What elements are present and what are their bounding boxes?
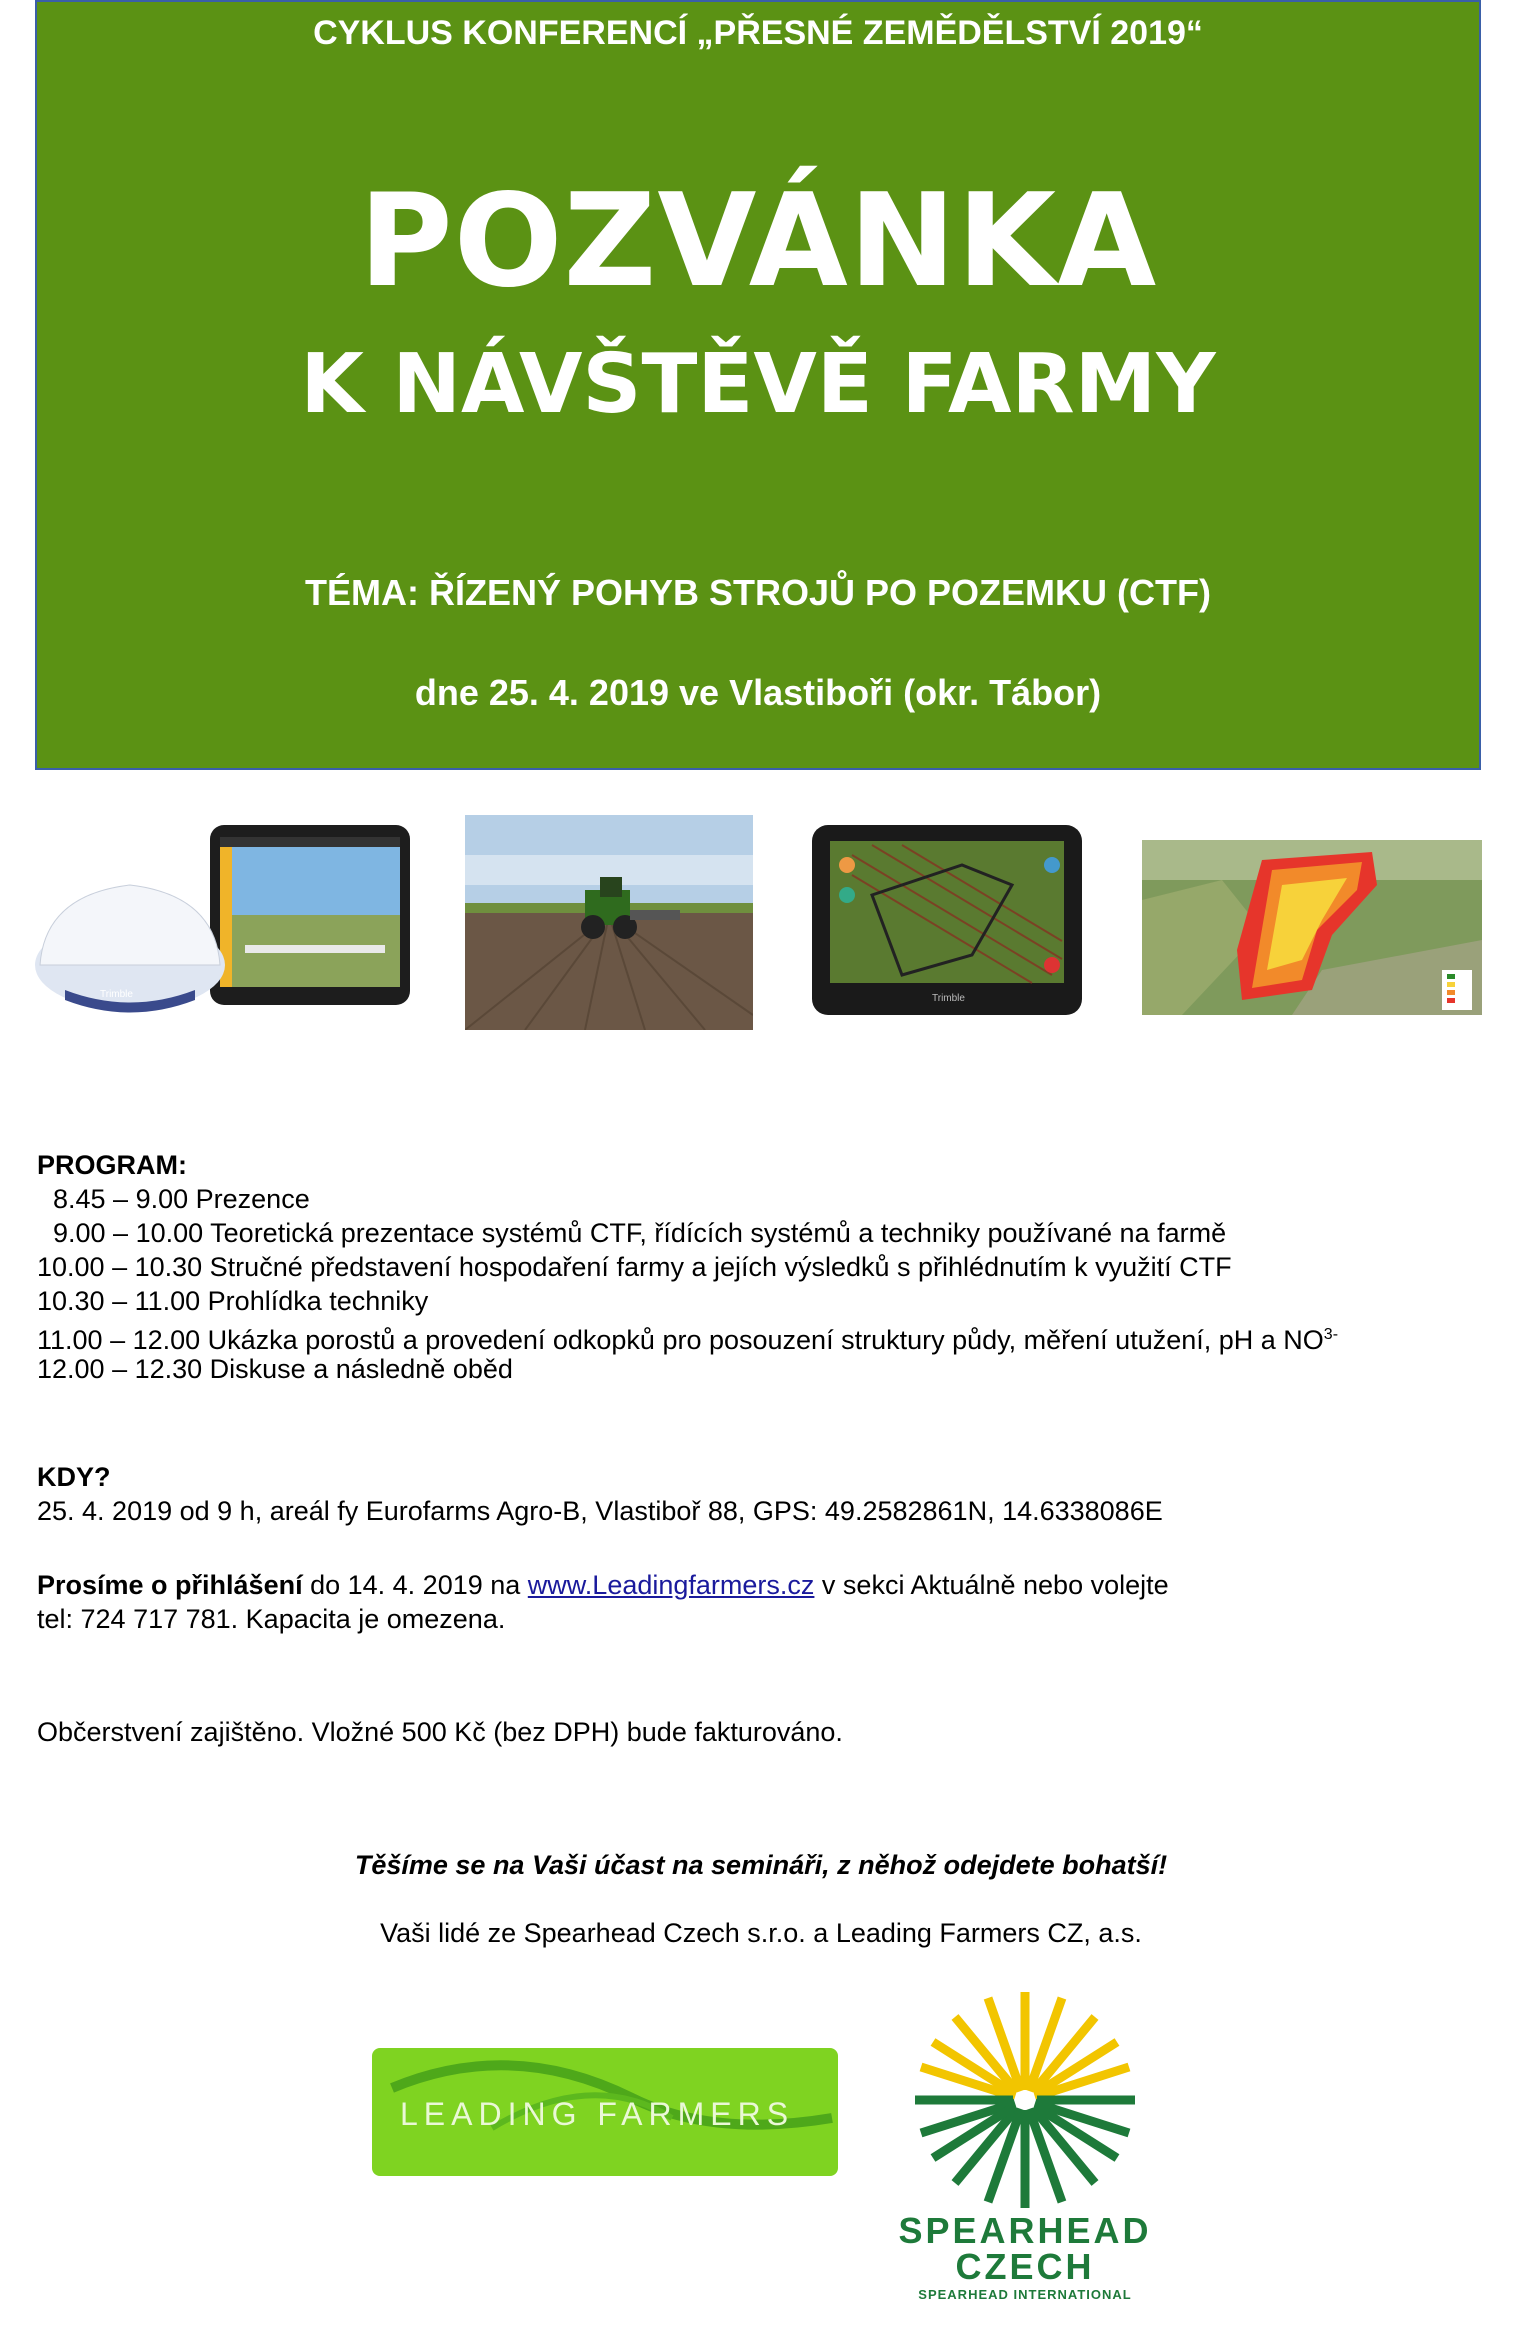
registration-line — [37, 1568, 1169, 1602]
when-heading: KDY? — [37, 1462, 111, 1492]
refreshment-note: Občerstvení zajištěno. Vložné 500 Kč (bez DPH) bude fakturováno. — [37, 1717, 843, 1747]
program-text: Ukázka porostů a provedení odkopků pro posouzení struktury půdy, měření utužení, pH a NO — [207, 1325, 1324, 1355]
spearhead-international-text: SPEARHEAD INTERNATIONAL — [918, 2287, 1132, 2302]
program-time: 10.00 – 10.30 — [37, 1252, 203, 1282]
program-text: Teoretická prezentace systémů CTF, řídících systémů a techniky používané na farmě — [210, 1218, 1227, 1248]
program-text: Stručné představení hospodaření farmy a jejích výsledků s přihlédnutím k využití CTF — [209, 1252, 1232, 1282]
leading-farmers-text: LEADING FARMERS — [400, 2096, 795, 2132]
tractor-field-photo — [465, 815, 753, 1030]
program-text: Diskuse a následně oběd — [209, 1354, 513, 1384]
subtitle: K NÁVŠTĚVĚ FARMY — [300, 337, 1216, 432]
program-time: 11.00 – 12.00 — [37, 1325, 201, 1355]
program-time: 8.45 – 9.00 — [53, 1184, 189, 1214]
registration-text: v sekci Aktuálně nebo volejte — [814, 1570, 1169, 1600]
program-text: Prohlídka techniky — [207, 1286, 429, 1316]
when-text: 25. 4. 2019 od 9 h, areál fy Eurofarms Agro-B, Vlastiboř 88, GPS: 49.2582861N, 14.6338086E — [37, 1496, 1163, 1526]
website-link[interactable]: www.Leadingfarmers.cz — [527, 1570, 815, 1600]
registration-phone: tel: 724 717 781. Kapacita je omezena. — [37, 1604, 506, 1634]
program-item — [53, 1216, 1226, 1250]
gps-receiver-and-display-image — [35, 815, 413, 1035]
program-item — [37, 1284, 428, 1318]
program-item — [53, 1182, 310, 1216]
spearhead-czech-logo — [895, 1975, 1155, 2305]
registration-bold: Prosíme o přihlášení — [37, 1570, 303, 1600]
trimble-brand-text: Trimble — [932, 993, 965, 1004]
program-heading: PROGRAM: — [37, 1150, 187, 1180]
program-item — [37, 1352, 513, 1386]
topic: TÉMA: ŘÍZENÝ POHYB STROJŮ PO POZEMKU (CTF) — [304, 572, 1211, 613]
program-item — [37, 1250, 1232, 1284]
program-time: 10.30 – 11.00 — [37, 1286, 201, 1316]
superscript: 3- — [1323, 1326, 1339, 1343]
event-date: dne 25. 4. 2019 ve Vlastiboři (okr. Tábor) — [414, 672, 1102, 713]
series-title: CYKLUS KONFERENCÍ „PŘESNÉ ZEMĚDĚLSTVÍ 2019“ — [313, 14, 1203, 52]
czech-text: CZECH — [955, 2246, 1095, 2287]
program-time: 12.00 – 12.30 — [37, 1354, 203, 1384]
main-title: POZVÁNKA — [358, 167, 1158, 316]
signature-line: Vaši lidé ze Spearhead Czech s.r.o. a Leading Farmers CZ, a.s. — [380, 1918, 1142, 1948]
yield-map-image — [1142, 840, 1482, 1015]
registration-text: do 14. 4. 2019 na — [302, 1570, 528, 1600]
header-banner — [35, 0, 1481, 770]
program-time: 9.00 – 10.00 — [53, 1218, 204, 1248]
program-text: Prezence — [195, 1184, 310, 1214]
spearhead-text: SPEARHEAD — [898, 2210, 1152, 2251]
trimble-brand-text: Trimble — [100, 989, 133, 1000]
guidance-display-image — [812, 825, 1082, 1015]
closing-line: Těšíme se na Vaši účast na semináři, z něhož odejdete bohatší! — [354, 1850, 1168, 1880]
leading-farmers-logo — [372, 2048, 838, 2176]
